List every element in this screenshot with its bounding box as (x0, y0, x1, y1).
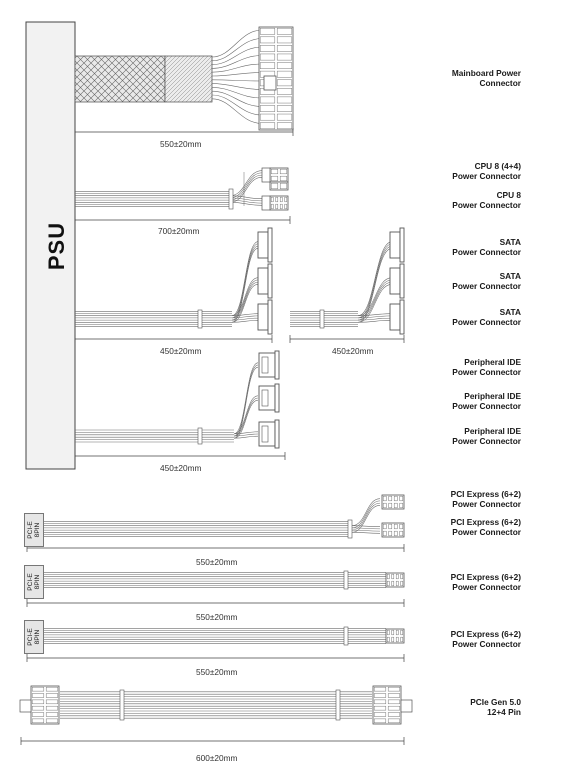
label-line: SATA (499, 307, 521, 317)
pcie-2-connector-pin (392, 574, 394, 579)
pcie-1-branch-wire (352, 528, 380, 529)
psu-label (42, 222, 72, 270)
ide-connector-3-lip (275, 420, 279, 448)
sata-a-connector-3 (258, 304, 268, 330)
label-pcie-connector-1b (451, 517, 521, 537)
ide-connector-3-inner (262, 426, 268, 442)
label-line: Power Connector (452, 317, 521, 327)
pcie-1-branch-wire (352, 530, 380, 531)
label-line: Power Connector (452, 639, 521, 649)
mainboard-24pin-connector-pin (260, 105, 275, 111)
label-cpu-8-connector (452, 190, 521, 210)
pcie-3-sleeve (344, 627, 348, 645)
sata-a-connector-1-lip (268, 228, 272, 262)
pcie5-connector-right (373, 686, 401, 724)
label-mainboard-connector (452, 68, 521, 88)
label-sata-connector-3 (452, 307, 521, 327)
sata-b-connector-3-lip (400, 300, 404, 334)
mainboard-24pin-connector-pin (277, 45, 292, 51)
pcie-8pin-tag-1 (24, 513, 44, 547)
pcie-1-connector-b-pin (389, 524, 392, 529)
ide-connector-2-lip (275, 384, 279, 412)
pcie-1-connector-b-pin (400, 531, 403, 536)
label-line: Power Connector (452, 367, 521, 377)
ide-branch-wire (234, 367, 258, 438)
pcie5-connector-right-pin (374, 687, 386, 691)
pcie-3-connector-pin (396, 637, 398, 642)
sata-b-connector-2-lip (400, 264, 404, 298)
mainboard-24pin-connector-pin (277, 80, 292, 86)
pcie5-connector-right-pin (374, 700, 386, 704)
label-line: PCI Express (6+2) (450, 517, 521, 527)
pcie-3-connector-pin (401, 637, 403, 642)
sata-b-branch-wire (358, 244, 392, 318)
mainboard-shrink-sleeve (165, 56, 212, 102)
label-line: Peripheral IDE (464, 391, 521, 401)
label-line: PCI Express (6+2) (450, 629, 521, 639)
mainboard-wire (212, 30, 262, 57)
cpu-4-4-connector-a-pin (271, 176, 278, 181)
pcie-2-connector-pin (387, 581, 389, 586)
sata-b-sleeve (320, 310, 324, 328)
cpu-sleeve (229, 189, 233, 209)
mainboard-24pin-connector-pin (277, 123, 292, 129)
pcie5-connector-right-pin (388, 700, 400, 704)
pcie5-connector-right-pin (388, 706, 400, 710)
pcie-1-sleeve (348, 520, 352, 538)
pcie5-connector-left-pin (46, 700, 58, 704)
cpu-4-4-connector-b-pin (280, 183, 287, 189)
pcie5-connector-left-pin (32, 713, 44, 717)
pcie-1-connector-b-pin (394, 524, 397, 529)
mainboard-wire (212, 64, 262, 72)
label-pcie-connector-2 (451, 572, 521, 592)
sata-b-connector-3 (390, 304, 400, 330)
label-line: Power Connector (452, 171, 521, 181)
mainboard-mesh-sleeve (75, 56, 165, 102)
pcie-1-connector-b-pin (394, 531, 397, 536)
psu-label-text: PSU (44, 221, 69, 271)
pcie5-connector-right-pin (388, 719, 400, 723)
pcie5-sense-pins-right (401, 700, 412, 712)
pcie-1-connector-a-pin (400, 496, 403, 501)
sata-a-connector-2 (258, 268, 268, 294)
label-pcie-connector-1a (451, 489, 521, 509)
tag-line: 8PIN (34, 629, 41, 645)
mainboard-24pin-connector-pin (277, 28, 292, 34)
pcie-2-sleeve (344, 571, 348, 589)
pcie-3-connector-pin (387, 630, 389, 635)
cpu-8-connector-pin (280, 204, 282, 209)
ide-sleeve (198, 428, 202, 444)
pcie-1-connector-b-pin (389, 531, 392, 536)
label-sata-connector-2 (452, 271, 521, 291)
cpu-8-connector-pin (271, 197, 273, 202)
cpu-8-connector-pin (276, 204, 278, 209)
tag-line: PCI-E (27, 628, 34, 646)
cpu-branch-wire (230, 175, 262, 200)
mainboard-24pin-connector-pin (260, 28, 275, 34)
label-line: CPU 8 (4+4) (474, 161, 521, 171)
pcie5-connector-left-pin (46, 687, 58, 691)
cpu-branch-wire (230, 171, 262, 196)
pcie5-sense-pins-left (20, 700, 31, 712)
label-pcie5-connector (470, 697, 521, 717)
pcie-1-connector-a-pin (389, 503, 392, 508)
cpu-branch-wire (230, 173, 262, 198)
pcie-8pin-tag-3 (24, 620, 44, 654)
mainboard-wire (212, 56, 262, 69)
mainboard-wire (212, 80, 262, 81)
sata-b-branch-wire (358, 320, 392, 322)
mainboard-24pin-connector-pin (260, 123, 275, 129)
cpu-8-connector-pin (280, 197, 282, 202)
mainboard-24pin-connector-pin (260, 37, 275, 43)
sata-b-branch-wire (358, 316, 392, 318)
label-line: Power Connector (452, 499, 521, 509)
pcie-3-connector-pin (392, 637, 394, 642)
mainboard-24pin-connector-pin (260, 54, 275, 60)
pcie-2-connector-pin (401, 581, 403, 586)
label-ide-connector-1 (452, 357, 521, 377)
label-ide-connector-2 (452, 391, 521, 411)
length-sata-b: 450±20mm (332, 346, 374, 356)
label-line: PCI Express (6+2) (450, 572, 521, 582)
mainboard-24pin-connector-pin (260, 97, 275, 103)
pcie-1-connector-b-pin (383, 531, 386, 536)
pcie5-connector-left-pin (32, 719, 44, 723)
cpu-4-4-connector-b-pin (271, 183, 278, 189)
mainboard-24pin-connector-pin (277, 71, 292, 77)
label-line: Power Connector (452, 582, 521, 592)
cpu-8-connector-pin (271, 204, 273, 209)
length-pcie-1: 550±20mm (196, 557, 238, 567)
sata-b-connector-1 (390, 232, 400, 258)
cpu-8-connector-pin (276, 197, 278, 202)
mainboard-wire (212, 99, 262, 124)
ide-connector-1-lip (275, 351, 279, 379)
mainboard-24pin-connector-pin (277, 37, 292, 43)
ide-branch-wire (234, 365, 258, 436)
label-line: 12+4 Pin (487, 707, 521, 717)
mainboard-wire (212, 73, 262, 77)
pcie5-connector-right-pin (388, 694, 400, 698)
pcie-3-connector-pin (387, 637, 389, 642)
cpu-4-4-connector-a-pin (280, 169, 287, 174)
sata-a-connector-3-lip (268, 300, 272, 334)
sata-a-connector-2-lip (268, 264, 272, 298)
pcie5-connector-left-pin (46, 706, 58, 710)
pcie5-connector-left-pin (46, 719, 58, 723)
sata-b-connector-1-lip (400, 228, 404, 262)
tag-line: 8PIN (34, 574, 41, 590)
length-cpu: 700±20mm (158, 226, 200, 236)
pcie5-connector-left-pin (32, 694, 44, 698)
pcie-1-connector-a-pin (394, 503, 397, 508)
label-line: Power Connector (452, 436, 521, 446)
sata-b-branch-wire (358, 242, 392, 316)
label-line: SATA (499, 271, 521, 281)
pcie-1-branch-wire (352, 499, 380, 526)
sata-b-branch-wire (358, 314, 392, 316)
tag-line: PCI-E (27, 573, 34, 591)
sata-a-sleeve (198, 310, 202, 328)
pcie-2-connector-pin (401, 574, 403, 579)
pcie-1-connector-a-pin (400, 503, 403, 508)
pcie-2-connector-pin (396, 574, 398, 579)
label-line: Connector (479, 78, 521, 88)
length-pcie-2: 550±20mm (196, 612, 238, 622)
length-mainboard: 550±20mm (160, 139, 202, 149)
mainboard-wire (212, 84, 262, 90)
pcie-3-connector-pin (392, 630, 394, 635)
mainboard-24pin-connector-pin (277, 54, 292, 60)
ide-connector-1-inner (262, 357, 268, 373)
cpu-4-4-connector-a-pin (271, 169, 278, 174)
pcie-1-connector-b-pin (400, 524, 403, 529)
label-line: Mainboard Power (451, 68, 521, 78)
label-ide-connector-3 (452, 426, 521, 446)
mainboard-24pin-connector-pin (260, 114, 275, 120)
cpu-connector-cap (262, 196, 270, 210)
pcie5-connector-left-pin (32, 687, 44, 691)
pcie5-connector-left-pin (46, 694, 58, 698)
label-pcie-connector-3 (451, 629, 521, 649)
pcie5-sleeve (336, 690, 340, 720)
sata-b-branch-wire (358, 248, 392, 322)
label-line: Peripheral IDE (464, 357, 521, 367)
cpu-connector-cap (262, 168, 270, 182)
pcie-2-connector-pin (387, 574, 389, 579)
pcie-3-connector-pin (396, 630, 398, 635)
label-line: Power Connector (452, 281, 521, 291)
label-line: PCI Express (6+2) (450, 489, 521, 499)
ide-branch-wire (234, 363, 258, 434)
mainboard-24pin-connector-pin (277, 114, 292, 120)
pcie5-connector-left-pin (32, 706, 44, 710)
cpu-8-connector-pin (285, 197, 287, 202)
length-pcie-3: 550±20mm (196, 667, 238, 677)
pcie-8pin-tag-2 (24, 565, 44, 599)
pcie5-connector-left (31, 686, 59, 724)
mainboard-24pin-connector-pin (260, 63, 275, 69)
pcie5-connector-right-pin (388, 687, 400, 691)
pcie5-connector-left-pin (46, 713, 58, 717)
pcie-1-connector-a-pin (394, 496, 397, 501)
pcie-1-connector-a-pin (383, 503, 386, 508)
pcie-1-branch-wire (352, 532, 380, 533)
label-line: Power Connector (452, 527, 521, 537)
pcie5-connector-right-pin (374, 719, 386, 723)
sata-b-branch-wire (358, 246, 392, 320)
pcie-1-connector-a-pin (389, 496, 392, 501)
label-line: SATA (499, 237, 521, 247)
label-line: PCIe Gen 5.0 (470, 697, 521, 707)
ide-connector-2-inner (262, 390, 268, 406)
pcie5-connector-right-pin (374, 694, 386, 698)
length-sata-a: 450±20mm (160, 346, 202, 356)
mainboard-24pin-connector-pin (277, 105, 292, 111)
pcie-1-connector-a-pin (383, 496, 386, 501)
tag-line: 8PIN (34, 522, 41, 538)
sata-a-connector-1 (258, 232, 268, 258)
label-line: Power Connector (452, 401, 521, 411)
pcie5-sleeve (120, 690, 124, 720)
mainboard-24pin-connector-pin (277, 97, 292, 103)
mainboard-wire (212, 39, 262, 61)
pcie5-connector-right-pin (374, 713, 386, 717)
label-line: Power Connector (452, 200, 521, 210)
pcie5-connector-right-pin (374, 706, 386, 710)
mainboard-24pin-connector-pin (277, 63, 292, 69)
label-line: Peripheral IDE (464, 426, 521, 436)
pcie-1-branch-wire (352, 501, 380, 528)
cpu-8-connector-pin (285, 204, 287, 209)
pcie-2-connector-pin (392, 581, 394, 586)
tag-line: PCI-E (27, 521, 34, 539)
pcie-3-connector-pin (401, 630, 403, 635)
length-pcie5: 600±20mm (196, 753, 238, 763)
label-cpu-4-4-connector (452, 161, 521, 181)
mainboard-wire (212, 91, 262, 106)
label-line: Power Connector (452, 247, 521, 257)
pcie-1-branch-wire (352, 526, 380, 527)
pcie5-connector-left-pin (32, 700, 44, 704)
mainboard-latch (264, 76, 276, 90)
cpu-4-4-connector-a-pin (280, 176, 287, 181)
sata-b-branch-wire (358, 318, 392, 320)
pcie-2-connector-pin (396, 581, 398, 586)
mainboard-24pin-connector-pin (277, 88, 292, 94)
pcie5-connector-right-pin (388, 713, 400, 717)
label-sata-connector-1 (452, 237, 521, 257)
pcie-1-connector-b-pin (383, 524, 386, 529)
label-line: CPU 8 (496, 190, 521, 200)
mainboard-24pin-connector-pin (260, 45, 275, 51)
length-ide: 450±20mm (160, 463, 202, 473)
sata-b-connector-2 (390, 268, 400, 294)
